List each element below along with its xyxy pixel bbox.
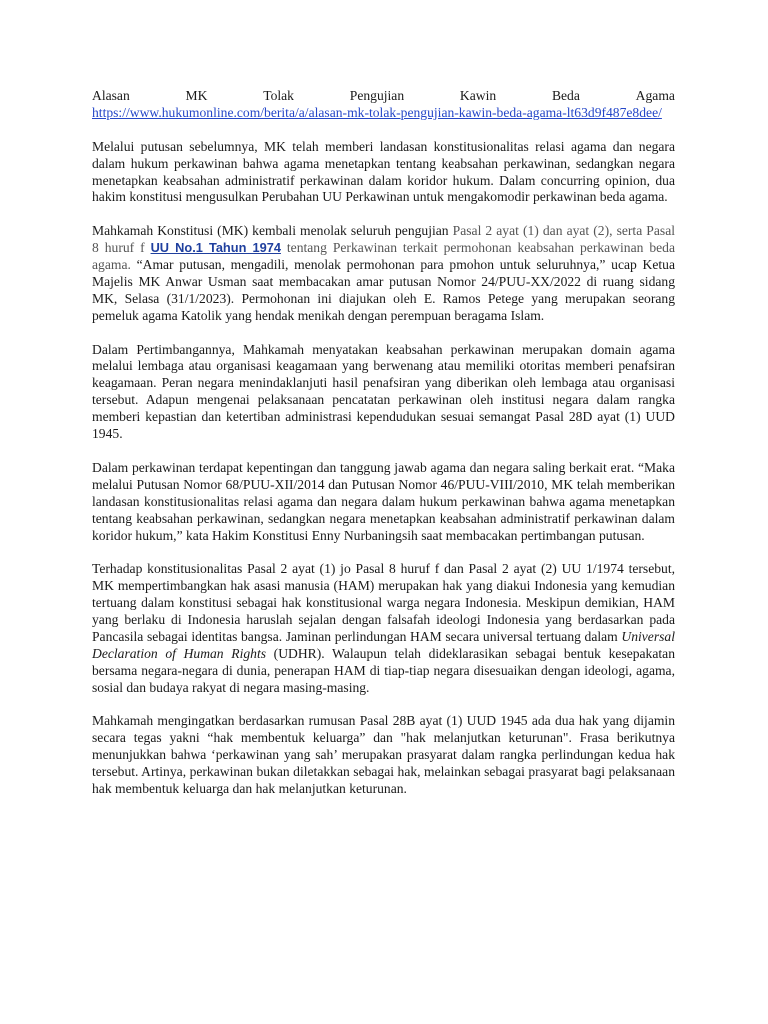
paragraph-5 (92, 561, 675, 696)
document-page (92, 88, 675, 815)
paragraph-5-text-a: Terhadap konstitusionalitas Pasal 2 ayat (1) jo Pasal 8 huruf f dan Pasal 2 ayat (2) UU 1/1974 tersebut, MK mempertimbangkan hak asasi manusia (HAM) merupakan hak yang diakui Indonesia yang kemudian tertuang dalam konstitusi sebagai hak konstitusional warga negara Indonesia. Meskipun demikian, HAM yang berlaku di Indonesia haruslah sejalan dengan falsafah ideologi Indonesia yang berdasarkan pada Pancasila sebagai identitas bangsa. Jaminan perlindungan HAM secara universal tertuang dalam (92, 561, 675, 644)
paragraph-2-text-a: Mahkamah Konstitusi (MK) kembali menolak seluruh pengujian (92, 223, 453, 239)
paragraph-2-text-d: “Amar putusan, mengadili, menolak permohonan para pmohon untuk seluruhnya,” ucap Ketua Majelis MK Anwar Usman saat membacakan amar putusan Nomor 24/PUU-XX/2022 di ruang sidang MK, Selasa (31/1/2023). Permohonan ini diajukan oleh E. Ramos Petege yang merupakan seorang pemeluk agama Katolik yang hendak menikah dengan perempuan beragama Islam. (92, 257, 675, 323)
title-word: Kawin (459, 88, 497, 103)
paragraph-3: Dalam Pertimbangannya, Mahkamah menyatakan keabsahan perkawinan merupakan domain agama melalui lembaga atau organisasi keagamaan yang berwenang atau memiliki otoritas memberi penafsiran keagamaan. Peran negara menindaklanjuti hasil penafsiran yang diberikan oleh lembaga atau organisasi tersebut. Adapun mengenai pelaksanaan pencatatan perkawinan oleh institusi negara dalam rangka memberi kepastian dan ketertiban administrasi kependudukan sesuai semangat Pasal 28D ayat (1) UUD 1945. (92, 341, 675, 442)
title-word: Agama (635, 88, 675, 103)
paragraph-5-text-b: (UDHR). Walaupun telah dideklarasikan sebagai bentuk kesepakatan bersama negara-negara di dunia, penerapan HAM di tiap-tiap negara disesuaikan dengan ideologi, agama, sosial dan budaya rakyat di negara masing-masing. (92, 645, 675, 695)
title-word: Tolak (263, 88, 294, 103)
paragraph-1: Melalui putusan sebelumnya, MK telah memberi landasan konstitusionalitas relasi agama dan negara dalam hukum perkawinan bahwa agama menetapkan tentang keabsahan perkawinan, sedangkan negara menetapkan keabsahan administratif perkawinan dalam koridor hukum. Dalam concurring opinion, dua hakim konstitusi mengusulkan Perubahan UU Perkawinan untuk mengakomodir perkawinan beda agama. (92, 138, 675, 205)
paragraph-2 (92, 223, 675, 324)
title-word: Pengujian (349, 88, 405, 103)
title-word: MK (185, 88, 208, 103)
paragraph-2-text-b: Pasal 2 ayat (1) dan ayat (2), serta Pasal 8 huruf f (92, 223, 675, 256)
title-word: Alasan (92, 88, 130, 103)
title-block (92, 88, 675, 122)
paragraph-6: Mahkamah mengingatkan berdasarkan rumusan Pasal 28B ayat (1) UUD 1945 ada dua hak yang dijamin secara tegas yakni “hak membentuk keluarga” dan "hak melanjutkan keturunan". Frasa berikutnya menunjukkan bahwa ‘perkawinan yang sah’ merupakan prasyarat dalam rangka perlindungan kedua hak tersebut. Artinya, perkawinan bukan diletakkan sebagai hak, melainkan sebagai prasyarat bagi pelaksanaan hak membentuk keluarga dan hak melanjutkan keturunan. (92, 713, 675, 797)
uu-1-1974-link[interactable]: UU No.1 Tahun 1974 (150, 240, 281, 256)
article-title (92, 88, 675, 105)
paragraph-4: Dalam perkawinan terdapat kepentingan dan tanggung jawab agama dan negara saling berkait erat. “Maka melalui Putusan Nomor 68/PUU-XII/2014 dan Putusan Nomor 46/PUU-VIII/2010, MK telah memberikan landasan konstitusionalitas relasi agama dan negara dalam hukum perkawinan bahwa agama menetapkan tentang keabsahan perkawinan, sedangkan negara menetapkan keabsahan administratif perkawinan dalam koridor hukum,” kata Hakim Konstitusi Enny Nurbaningsih saat membacakan pertimbangan putusan. (92, 459, 675, 543)
title-word: Beda (551, 88, 580, 103)
udhr-title: Universal Declaration of Human Rights (92, 628, 675, 661)
paragraph-2-text-c: tentang Perkawinan terkait permohonan keabsahan perkawinan beda agama. (92, 240, 675, 273)
source-url-link[interactable]: https://www.hukumonline.com/berita/a/alasan-mk-tolak-pengujian-kawin-beda-agama-lt63d9f487e8dee/ (92, 104, 662, 120)
